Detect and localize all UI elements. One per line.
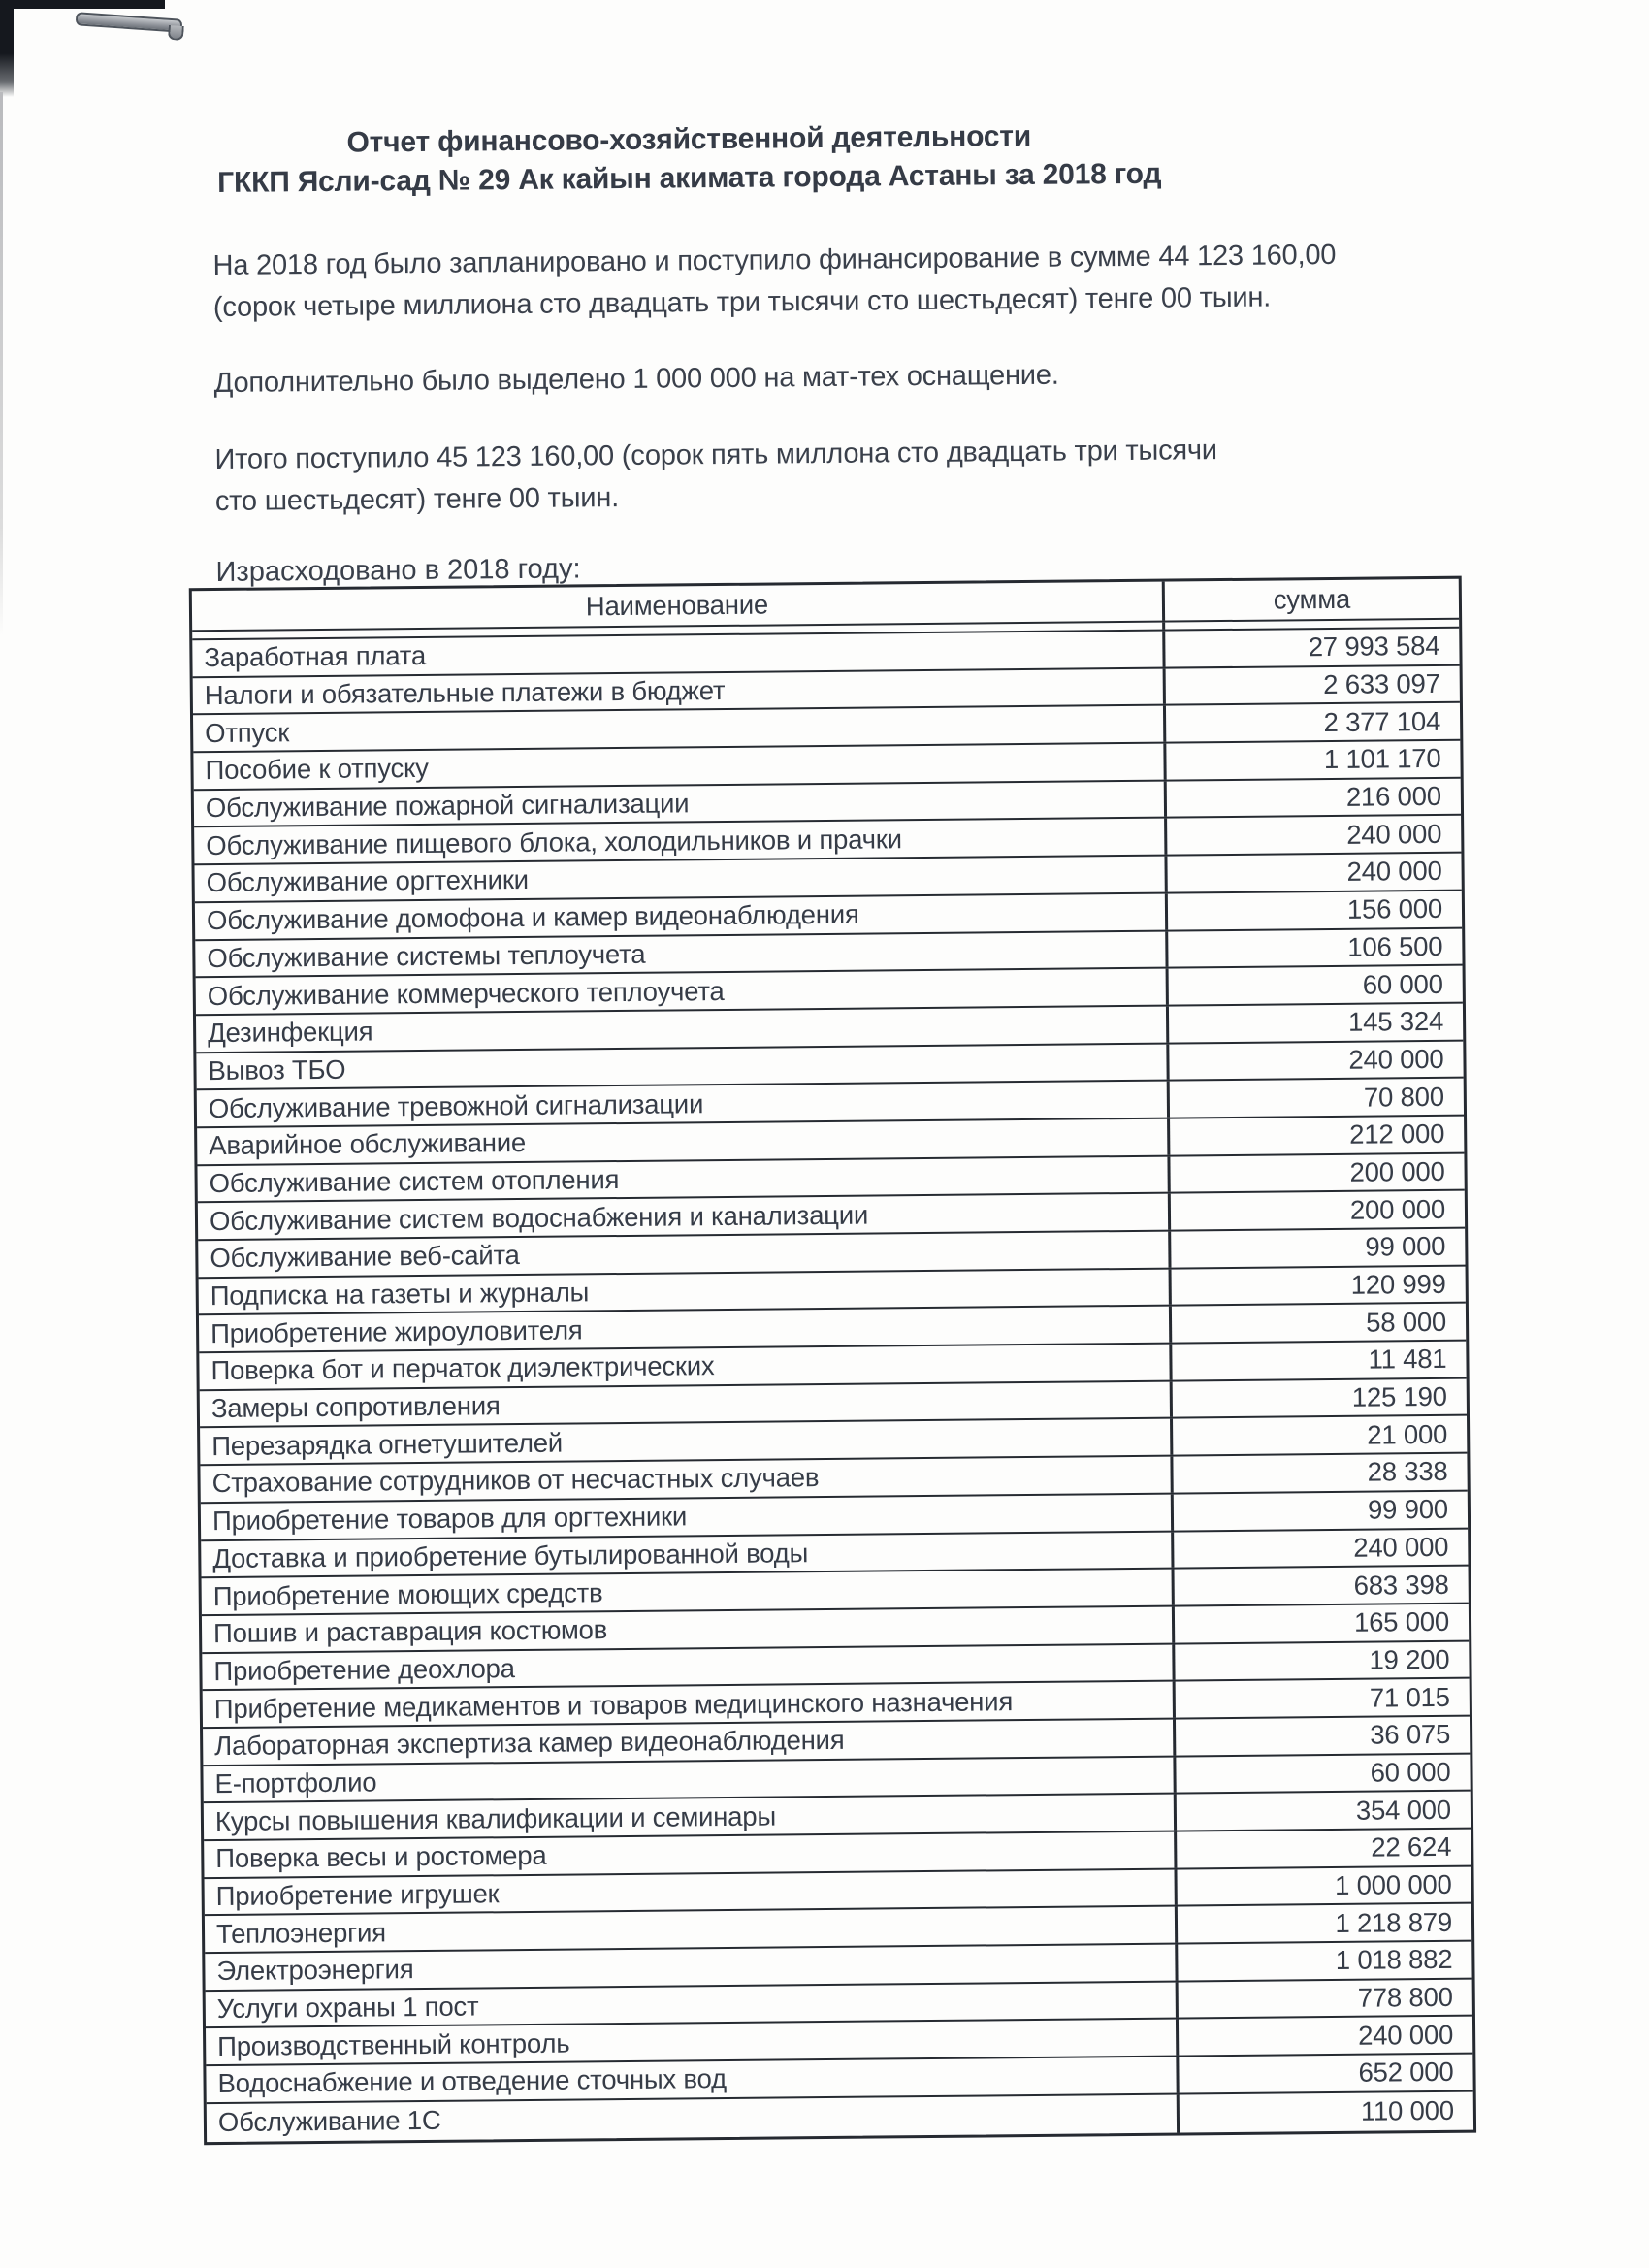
expenses-table [189, 576, 1476, 2145]
expense-sum: 200 000 [1349, 1155, 1445, 1187]
expense-name: Теплоэнергия [215, 1917, 386, 1949]
expense-sum: 778 800 [1357, 1981, 1453, 2013]
expense-sum: 99 900 [1367, 1494, 1449, 1525]
row-cell-sum [1173, 1454, 1467, 1493]
expense-sum: 200 000 [1349, 1193, 1446, 1225]
expense-sum: 354 000 [1355, 1794, 1452, 1826]
expense-sum: 27 993 584 [1308, 631, 1440, 663]
expense-sum: 71 015 [1369, 1681, 1450, 1713]
paragraph-line: На 2018 год было запланировано и поступило финансирование в сумме 44 123 160,00 [212, 239, 1337, 282]
expense-name: Пошив и раставрация костюмов [212, 1614, 608, 1649]
expense-name: Обслуживание системы теплоучета [207, 938, 646, 973]
expenses-table-label: Израсходовано в 2018 году: [215, 553, 581, 588]
expense-name: Отпуск [205, 716, 290, 748]
expense-sum: 125 190 [1351, 1380, 1447, 1412]
row-cell-sum [1173, 1416, 1467, 1455]
row-cell-sum [1180, 2091, 1473, 2132]
row-cell-sum [1166, 703, 1460, 742]
expense-name: Услуги охраны 1 пост [216, 1991, 479, 2025]
row-cell-sum [1169, 1041, 1463, 1080]
expense-sum: 156 000 [1346, 893, 1443, 924]
expense-sum: 240 000 [1357, 2019, 1454, 2051]
expense-sum: 652 000 [1358, 2057, 1454, 2089]
expense-name: Приобретение игрушек [215, 1878, 500, 1912]
expense-name: Приобретение деохлора [213, 1652, 515, 1686]
row-cell-sum [1170, 1079, 1464, 1118]
row-cell-sum [1171, 1191, 1465, 1230]
paragraph-additional-funds [214, 360, 1059, 409]
row-cell-sum [1174, 1529, 1468, 1568]
paragraph-line: (сорок четыре миллиона сто двадцать три тысячи сто шестьдесят) тенге 00 тыин. [212, 281, 1272, 324]
paragraph-line: Итого поступило 45 123 160,00 (сорок пять миллона сто двадцать три тысячи [214, 435, 1217, 476]
row-cell-sum [1168, 891, 1462, 929]
expense-sum: 216 000 [1345, 780, 1442, 812]
expense-name: Электроэнергия [216, 1954, 414, 1987]
row-cell-sum [1178, 1942, 1471, 1981]
expense-name: Приобретение моющих средств [212, 1576, 603, 1611]
expense-sum: 36 075 [1370, 1719, 1451, 1750]
expense-sum: 212 000 [1349, 1118, 1445, 1150]
row-cell-sum [1166, 741, 1460, 780]
expense-sum: 240 000 [1353, 1531, 1449, 1563]
row-cell-sum [1165, 629, 1459, 667]
expense-sum: 2 377 104 [1323, 705, 1441, 737]
row-cell-sum [1166, 665, 1460, 704]
expense-name: Приобретение жироуловителя [210, 1314, 583, 1348]
expense-name: Обслуживание систем отопления [209, 1164, 620, 1199]
row-cell-sum [1167, 778, 1461, 817]
row-cell-sum [1178, 1904, 1471, 1943]
expense-name: Обслуживание коммерческого теплоучета [207, 975, 725, 1011]
expense-name: Е-портфолио [214, 1766, 377, 1799]
row-cell-sum [1177, 1866, 1471, 1905]
expense-name: Приобретение товаров для оргтехники [211, 1501, 688, 1537]
expense-sum: 145 324 [1347, 1006, 1444, 1038]
expense-name: Обслуживание веб-сайта [210, 1240, 520, 1274]
expense-name: Перезарядка огнетушителей [211, 1427, 564, 1461]
expense-sum: 240 000 [1346, 856, 1442, 888]
expense-name: Замеры сопротивления [210, 1390, 501, 1424]
row-cell-sum [1175, 1604, 1469, 1643]
expense-sum: 120 999 [1350, 1268, 1446, 1300]
header-sum-label: сумма [1273, 583, 1351, 615]
expense-name: Поверка весы и ростомера [215, 1840, 547, 1874]
expense-sum: 1 018 882 [1335, 1944, 1453, 1976]
expenses-table-body [192, 629, 1473, 2142]
row-cell-sum [1170, 1117, 1464, 1155]
expense-name: Вывоз ТБО [208, 1053, 346, 1086]
row-cell-sum [1179, 2017, 1472, 2056]
expense-name: Водоснабжение и отведение сточных вод [217, 2063, 728, 2099]
expense-sum: 1 218 879 [1335, 1906, 1453, 1938]
row-cell-name [207, 2094, 1180, 2141]
expense-sum: 70 800 [1363, 1081, 1444, 1113]
expense-name: Аварийное обслуживание [209, 1127, 527, 1161]
row-cell-sum [1179, 1979, 1472, 2018]
row-cell-sum [1175, 1567, 1469, 1605]
row-cell-sum [1177, 1792, 1471, 1831]
header-name-label: Наименование [585, 589, 769, 622]
expense-sum: 1 101 170 [1323, 743, 1441, 775]
row-cell-sum [1173, 1378, 1467, 1417]
row-cell-sum [1171, 1229, 1465, 1268]
row-cell-sum [1176, 1717, 1470, 1756]
expense-name: Поверка бот и перчаток диэлектрических [210, 1350, 715, 1386]
row-cell-sum [1172, 1266, 1466, 1305]
expense-name: Обслуживание оргтехники [206, 864, 530, 898]
row-cell-sum [1167, 854, 1461, 892]
expense-sum: 240 000 [1346, 818, 1442, 850]
row-cell-sum [1169, 1004, 1463, 1043]
expense-sum: 240 000 [1348, 1043, 1444, 1075]
expense-sum: 11 481 [1368, 1344, 1447, 1376]
expense-name: Доставка и приобретение бутылированной воды [212, 1538, 809, 1573]
row-cell-sum [1176, 1679, 1470, 1718]
expense-name: Производственный контроль [217, 2027, 570, 2061]
expense-name: Обслуживание пожарной сигнализации [205, 788, 690, 824]
row-cell-sum [1169, 966, 1463, 1005]
expense-name: Лабораторная экспертиза камер видеонаблюдения [214, 1725, 845, 1762]
expense-sum: 106 500 [1347, 930, 1443, 962]
expense-sum: 1 000 000 [1334, 1868, 1452, 1901]
expense-name: Обслуживание систем водоснабжения и канализации [209, 1199, 869, 1236]
row-cell-sum [1167, 816, 1461, 855]
expense-name: Заработная плата [204, 640, 427, 673]
expense-name: Страхование сотрудников от несчастных случаев [211, 1462, 820, 1499]
expense-name: Подписка на газеты и журналы [210, 1277, 590, 1312]
expense-sum: 22 624 [1371, 1831, 1452, 1863]
expense-sum: 21 000 [1367, 1418, 1448, 1450]
row-cell-sum [1177, 1830, 1471, 1868]
expense-sum: 683 398 [1353, 1569, 1449, 1601]
expense-name: Обслуживание тревожной сигнализации [208, 1087, 704, 1123]
paragraph-planned-financing [212, 240, 1337, 334]
expense-name: Пособие к отпуску [205, 753, 429, 786]
header-cell-name [192, 582, 1165, 631]
paragraph-line: Дополнительно было выделено 1 000 000 на мат-тех оснащение. [213, 359, 1059, 400]
row-cell-sum [1174, 1491, 1468, 1530]
row-cell-sum [1175, 1641, 1469, 1680]
row-cell-sum [1179, 2055, 1472, 2093]
expense-name: Прибретение медикаментов и товаров медицинского назначения [213, 1685, 1014, 1724]
row-cell-sum [1172, 1342, 1466, 1380]
expense-sum: 99 000 [1365, 1231, 1446, 1262]
row-cell-sum [1168, 928, 1462, 967]
expense-name: Обслуживание 1С [217, 2105, 441, 2138]
expense-sum: 60 000 [1362, 968, 1443, 1000]
report-title-line-2: ГККП Ясли-сад № 29 Ак кайын акимата города Астаны за 2018 год [217, 157, 1162, 199]
header-cell-sum [1165, 579, 1459, 621]
expense-name: Курсы повышения квалификации и семинары [214, 1800, 777, 1836]
expense-sum: 110 000 [1360, 2094, 1455, 2126]
expense-sum: 58 000 [1365, 1306, 1447, 1338]
paragraph-line: сто шестьдесят) тенге 00 тыин. [214, 482, 620, 517]
expense-sum: 28 338 [1367, 1456, 1448, 1488]
row-cell-sum [1176, 1754, 1470, 1793]
expense-name: Обслуживание пищевого блока, холодильников и прачки [206, 824, 902, 860]
expense-sum: 19 200 [1369, 1643, 1450, 1675]
report-title-line-1: Отчет финансово-хозяйственной деятельности [346, 119, 1032, 159]
row-cell-sum [1170, 1153, 1464, 1192]
expense-name: Обслуживание домофона и камер видеонаблюдения [206, 898, 859, 936]
paragraph-total-received [214, 435, 1217, 528]
spacer-cell-sum [1165, 620, 1459, 630]
expense-name: Налоги и обязательные платежи в бюджет [204, 674, 726, 711]
expense-name: Дезинфекция [208, 1016, 373, 1049]
row-cell-sum [1172, 1304, 1466, 1343]
expense-sum: 165 000 [1353, 1606, 1450, 1638]
expense-sum: 2 633 097 [1323, 667, 1440, 700]
expense-sum: 60 000 [1370, 1756, 1451, 1788]
